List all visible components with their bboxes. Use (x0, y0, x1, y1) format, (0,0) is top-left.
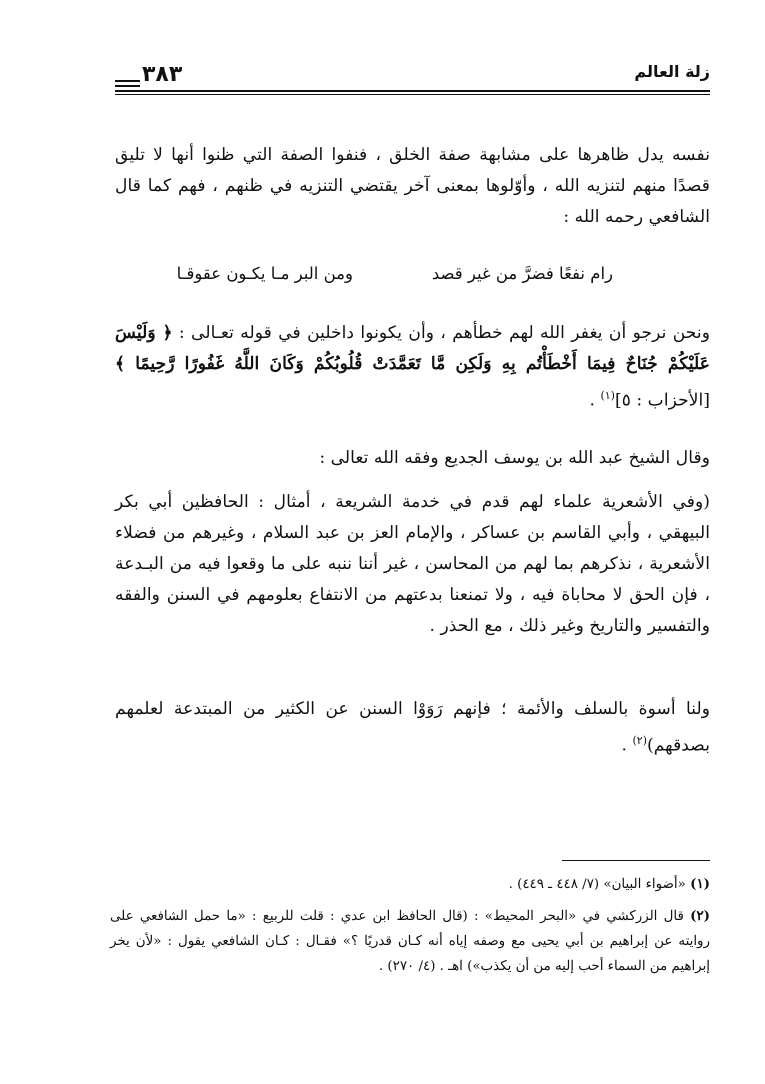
paragraph-1: نفسه يدل ظاهرها على مشابهة صفة الخلق ، فنفوا الصفة التي ظنوا أنها لا تليق قصدًا منهم لتنزيه الله ، وأوّلوها بمعنى آخر يقتضي التنزيه في ظنهم ، فهم كما قال الشافعي رحمه الله : (115, 145, 710, 227)
footnote-separator (562, 860, 710, 861)
header-ornament-line (115, 80, 140, 82)
footnote-text: «أضواء البيان» (٧/ ٤٤٨ ـ ٤٤٩) . (508, 877, 686, 892)
paragraph-3: وقال الشيخ عبد الله بن يوسف الجديع وفقه الله تعالى : (319, 448, 710, 468)
paragraph-4-quotation: (وفي الأشعرية علماء لهم قدم في خدمة الشريعة ، أمثال : الحافظين أبي بكر البيهقي ، وأبي القاسم بن عساكر ، والإمام العز بن عبد السلام ، وغيرهم من فضلاء الأشعرية ، نذكرهم بما لهم من المحاسن ، غير أننا ننبه على ما وقعوا فيه من البـدعة ، فإن الحق لا محاباة فيه ، ولا تمنعنا بدعتهم من الانتفاع بعلومهم في السنن والفقه والتفسير والتاريخ وغير ذلك ، مع الحذر . (115, 492, 710, 636)
verse-second-hemistich: ومن البر مـا يكـون عقوقـا (176, 264, 353, 283)
running-title: زلة العالم (634, 62, 710, 81)
footnote-marker-1: (١) (600, 389, 615, 402)
footnote-2 (110, 904, 710, 979)
footnote-marker-2: (٢) (632, 734, 647, 747)
header-rule (115, 90, 710, 95)
footnote-number: (١) (690, 876, 710, 892)
paragraph-5: ولنا أسوة بالسلف والأئمة ؛ فإنهم رَوَوْا السنن عن الكثير من المبتدعة لعلمهم بصدقهم)$^{(٢)}$ . (115, 699, 710, 756)
page-number: ٣٨٣ (142, 62, 183, 87)
footnote-text: قال الزركشي في «البحر المحيط» : (قال الحافظ ابن عدي : قلت للربيع : «ما حمل الشافعي على روايته عن إبراهيم بن أبي يحيى مع وصفه إياه أنه كـان قدريًا ؟» فقـال : كـان الشافعي يقول : «لأن يخر إبراهيم من السماء أحب إليه من أن يكذب») اهـ . (٤/ ٢٧٠) . (110, 909, 710, 974)
paragraph-5-text: ولنا أسوة بالسلف والأئمة ؛ فإنهم رَوَوْا السنن عن الكثير من المبتدعة لعلمهم بصدقهم) (115, 699, 710, 756)
quran-reference: [الأحزاب : ٥] (614, 390, 710, 411)
verse-first-hemistich: رام نفعًا فضرَّ من غير قصد (431, 264, 613, 283)
quran-verse: ﴿ وَلَيْسَ عَلَيْكُمْ جُنَاحٌ فِيمَا أَخْطَأْتُم بِهِ وَلَكِن مَّا تَعَمَّدَتْ قُلُوبُكُمْ وَكَانَ اللَّهُ غَفُورًا رَّحِيمًا ﴾ (115, 323, 710, 374)
footnote-1 (110, 872, 710, 897)
footnote-number: (٢) (690, 908, 710, 924)
paragraph-2: ونحن نرجو أن يغفر الله لهم خطأهم ، وأن يكونوا داخلين في قوله تعـالى : ﴿ وَلَيْسَ عَلَيْكُمْ جُنَاحٌ فِيمَا أَخْطَأْتُم بِهِ وَلَكِن مَّا تَعَمَّدَتْ قُلُوبُكُمْ وَكَانَ اللَّهُ غَفُورًا رَّحِيمًا ﴾ [الأحزاب : ٥]$^{(١)}$ . (115, 323, 710, 411)
header-ornament-line (115, 85, 140, 87)
paragraph-2-intro: ونحن نرجو أن يغفر الله لهم خطأهم ، وأن يكونوا داخلين في قوله تعـالى : (178, 323, 710, 343)
